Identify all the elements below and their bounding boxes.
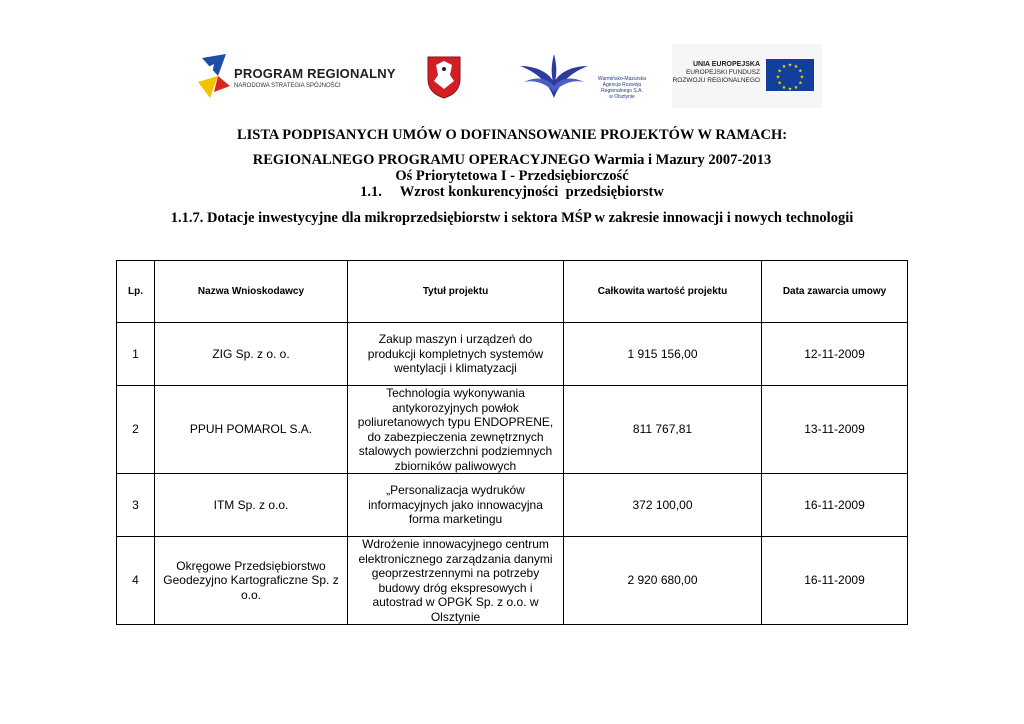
cell-date: 16-11-2009 (762, 474, 908, 537)
coat-of-arms-icon (426, 55, 462, 99)
cell-lp: 4 (117, 537, 155, 625)
table-row (117, 474, 908, 537)
svg-text:★: ★ (798, 68, 803, 75)
cell-title: Wdrożenie innowacyjnego centrum elektronicznego zarządzania danymi geoprzestrzennymi na potrzeby budowy dróg ekspresowych i autostrad w OPGK Sp. z o.o. w Olsztynie (348, 537, 564, 625)
eu-flag-icon (766, 59, 814, 91)
cell-date: 13-11-2009 (762, 386, 908, 474)
eu-logo (672, 44, 822, 108)
cell-value: 811 767,81 (564, 386, 762, 474)
cell-date: 12-11-2009 (762, 323, 908, 386)
eu-logo-line-3: ROZWOJU REGIONALNEGO (672, 77, 760, 84)
eu-logo-line-1: UNIA EUROPEJSKA (692, 61, 760, 68)
svg-text:★: ★ (787, 62, 793, 69)
agency-logo (518, 52, 648, 102)
svg-text:★: ★ (781, 64, 787, 71)
program-regionalny-logo (196, 52, 396, 102)
cell-date: 16-11-2009 (762, 537, 908, 625)
svg-text:★: ★ (777, 68, 782, 75)
table-header-row (117, 261, 908, 323)
table-row (117, 323, 908, 386)
svg-text:★: ★ (793, 84, 799, 91)
eu-logo-text (673, 61, 760, 85)
cell-value: 2 920 680,00 (564, 537, 762, 625)
heading-line-2: REGIONALNEGO PROGRAMU OPERACYJNEGO Warmia i Mazury 2007-2013 (252, 152, 772, 168)
heading-line-4: 1.1. Wzrost konkurencyjności przedsiębiorstw (360, 184, 664, 200)
cell-lp: 2 (117, 386, 155, 474)
logo-bar (0, 0, 1024, 120)
svg-text:★: ★ (775, 74, 781, 81)
svg-text:★: ★ (787, 86, 793, 91)
column-header-value: Całkowita wartość projektu (564, 261, 762, 323)
svg-text:★: ★ (799, 74, 805, 81)
cell-title: Technologia wykonywania antykorozyjnych powłok poliuretanowych typu ENDOPRENE, do zabezpieczenia zewnętrznych stalowych powierzchni podziemnych zbiorników paliwowych (348, 386, 564, 474)
agency-name-line-1: Warmińsko-Mazurska (597, 76, 647, 82)
cell-title: Zakup maszyn i urządzeń do produkcji kompletnych systemów wentylacji i klimatyzacji (348, 323, 564, 386)
svg-text:★: ★ (781, 84, 787, 91)
heading-line-1: LISTA PODPISANYCH UMÓW O DOFINANSOWANIE PROJEKTÓW W RAMACH: (236, 127, 788, 143)
cell-value: 372 100,00 (564, 474, 762, 537)
agency-name (592, 76, 652, 100)
agency-emblem-icon (518, 52, 590, 102)
column-header-applicant: Nazwa Wnioskodawcy (155, 261, 348, 323)
table-row (117, 386, 908, 474)
cell-value: 1 915 156,00 (564, 323, 762, 386)
svg-text:★: ★ (777, 80, 782, 87)
cell-applicant: Okręgowe Przedsiębiorstwo Geodezyjno Kartograficzne Sp. z o.o. (155, 537, 348, 625)
agency-name-line-2: Agencja Rozwoju Regionalnego S.A. (601, 82, 643, 94)
voivodeship-coat-of-arms-logo (426, 55, 462, 99)
column-header-lp: Lp. (117, 261, 155, 323)
svg-text:★: ★ (793, 64, 799, 71)
agency-name-line-3: w Olsztynie (609, 94, 635, 100)
column-header-date: Data zawarcia umowy (762, 261, 908, 323)
cell-applicant: PPUH POMAROL S.A. (155, 386, 348, 474)
eu-logo-line-2: EUROPEJSKI FUNDUSZ (685, 69, 760, 76)
contracts-table (116, 260, 908, 625)
heading-line-5: 1.1.7. Dotacje inwestycyjne dla mikroprzedsiębiorstw i sektora MŚP w zakresie innowacji i nowych technologii (170, 210, 854, 226)
cell-lp: 1 (117, 323, 155, 386)
cell-applicant: ITM Sp. z o.o. (155, 474, 348, 537)
table-row (117, 537, 908, 625)
heading-line-3: Oś Priorytetowa I - Przedsiębiorczość (395, 168, 629, 184)
program-regionalny-emblem-icon (196, 52, 232, 102)
cell-lp: 3 (117, 474, 155, 537)
column-header-title: Tytuł projektu (348, 261, 564, 323)
cell-title: „Personalizacja wydruków informacyjnych jako innowacyjna forma marketingu (348, 474, 564, 537)
svg-text:★: ★ (798, 80, 803, 87)
program-regionalny-title: PROGRAM REGIONALNY (234, 66, 396, 81)
program-regionalny-subtitle: NARODOWA STRATEGIA SPÓJNOŚCI (234, 83, 341, 89)
cell-applicant: ZIG Sp. z o. o. (155, 323, 348, 386)
